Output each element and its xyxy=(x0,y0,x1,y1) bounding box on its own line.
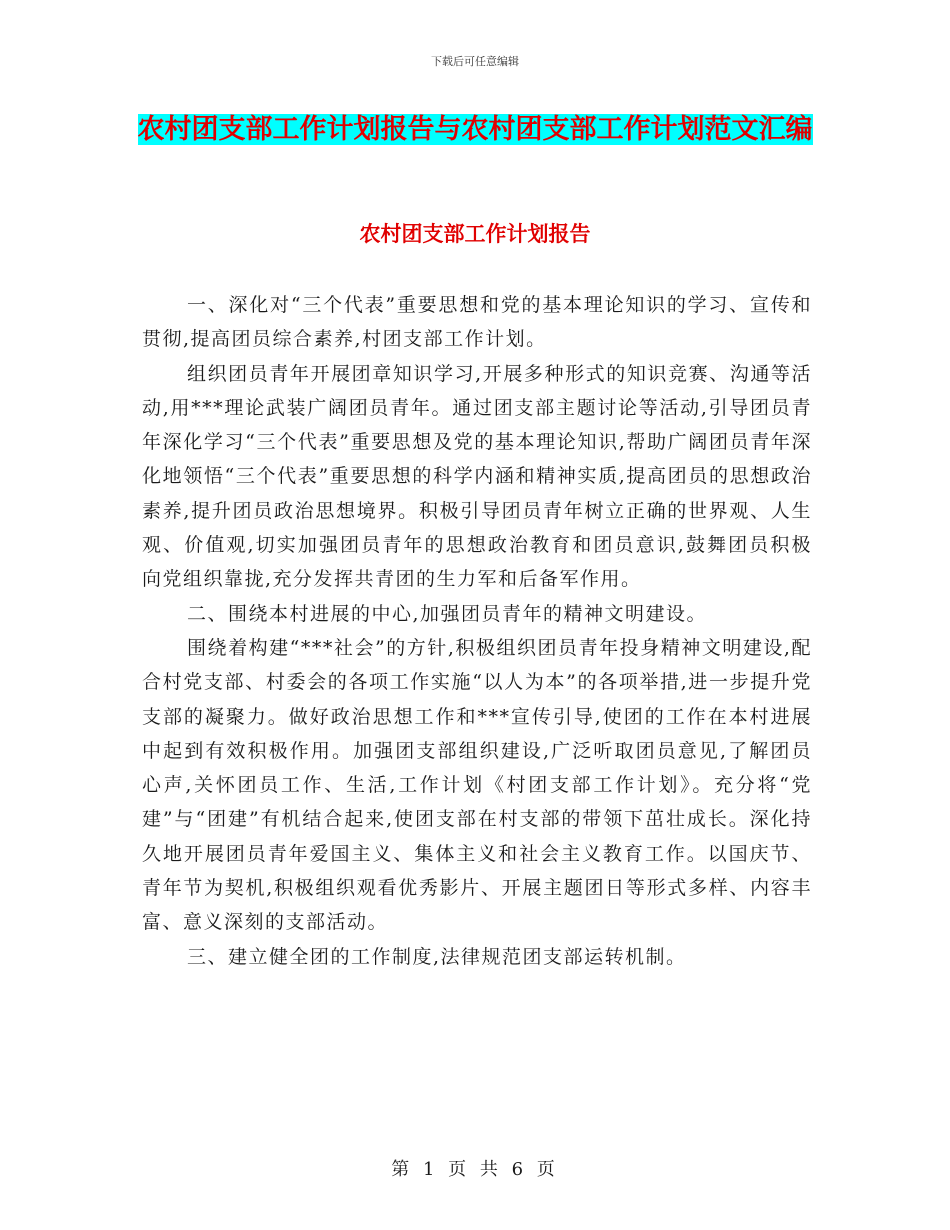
main-title xyxy=(130,106,820,154)
page-footer: 第 1 页 共 6 页 xyxy=(391,1159,559,1180)
header-note: 下载后可任意编辑 xyxy=(431,55,519,68)
section-title: 农村团支部工作计划报告 xyxy=(359,221,591,246)
paragraph: 三、建立健全团的工作制度,法律规范团支部运转机制。 xyxy=(187,945,687,968)
paragraph: 二、围绕本村进展的中心,加强团员青年的精神文明建设。 xyxy=(187,602,708,625)
paragraph: 围绕着构建“***社会”的方针,积极组织团员青年投身精神文明建设,配合村党支部、村委会的各项工作实施“以人为本”的各项举措,进一步提升党支部的凝聚力。做好政治思想工作和***宣传引导,使团的工作在本村进展中起到有效积极作用。加强团支部组织建设,广泛听取团员意见,了解团员心声,关怀团员工作、生活,工作计划《村团支部工作计划》。充分将“党建”与“团建”有机结合起来,使团支部在村支部的带领下茁壮成长。深化持久地开展团员青年爱国主义、集体主义和社会主义教育工作。以国庆节、青年节为契机,积极组织观看优秀影片、开展主题团日等形式多样、内容丰富、意义深刻的支部活动。 xyxy=(142,636,812,934)
paragraph: 一、深化对“三个代表”重要思想和党的基本理论知识的学习、宣传和贯彻,提高团员综合素养,村团支部工作计划。 xyxy=(142,294,812,351)
body-text xyxy=(142,288,812,974)
main-title-text: 农村团支部工作计划报告与农村团支部工作计划范文汇编 xyxy=(137,114,813,145)
paragraph: 组织团员青年开展团章知识学习,开展多种形式的知识竞赛、沟通等活动,用***理论武装广阔团员青年。通过团支部主题讨论等活动,引导团员青年深化学习“三个代表”重要思想及党的基本理论知识,帮助广阔团员青年深化地领悟“三个代表”重要思想的科学内涵和精神实质,提高团员的思想政治素养,提升团员政治思想境界。积极引导团员青年树立正确的世界观、人生观、价值观,切实加强团员青年的思想政治教育和团员意识,鼓舞团员积极向党组织靠拢,充分发挥共青团的生力军和后备军作用。 xyxy=(142,362,812,591)
